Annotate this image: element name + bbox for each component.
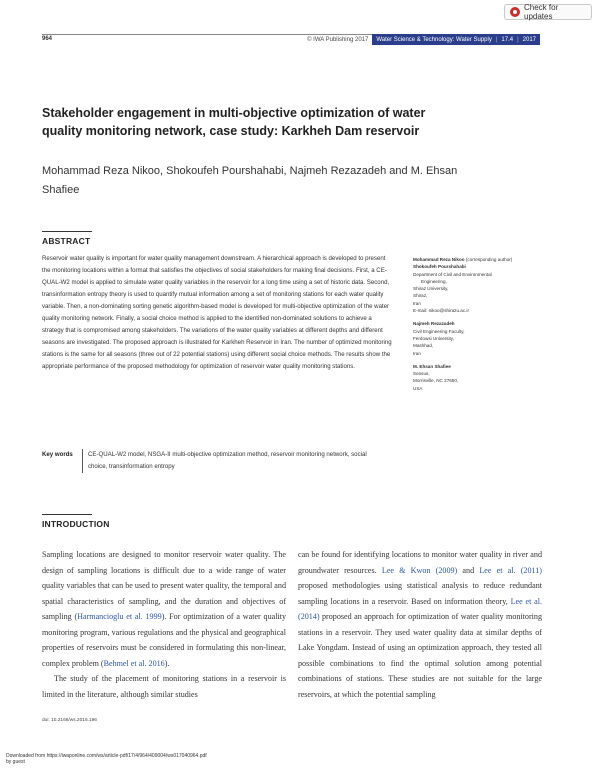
publisher-credit: © IWA Publishing 2017 bbox=[307, 36, 369, 43]
affiliation-block-1 bbox=[413, 256, 553, 314]
abstract-heading: ABSTRACT bbox=[42, 236, 91, 246]
author-name: Najmeh Rezazadeh bbox=[413, 321, 455, 327]
body-column-right bbox=[298, 547, 542, 702]
author-name: Shokoufeh Pourshahabi bbox=[413, 264, 466, 270]
author-name: M. Ehsan Shafiee bbox=[413, 363, 451, 369]
affiliation-university: Ferdowsi University, bbox=[413, 335, 455, 341]
keywords bbox=[42, 449, 402, 473]
affiliation-block-3 bbox=[413, 363, 553, 392]
citation-link[interactable]: Behmel et al. 2016 bbox=[103, 658, 165, 668]
affiliation-city: Shiraz, bbox=[413, 293, 428, 299]
journal-banner: Water Science & Technology: Water Supply | 17.4 | 2017 bbox=[372, 34, 540, 45]
citation-link[interactable]: Lee & Kwon (2009) bbox=[381, 565, 458, 575]
affiliation-dept: Department of Civil and Environmental bbox=[413, 271, 492, 277]
affiliation-dept: Civil Engineering Faculty, bbox=[413, 328, 465, 334]
paragraph: can be found for identifying locations to monitor water quality in river and groundwater resources. Lee & Kwon (2009) and Lee et al. (2011) proposed methodologies using statistical analysis to reduce redundant sampling locations in a reservoir. Based on information theory, Lee et al. (2014) proposed an approach for optimization of water quality monitoring stations in a reservoir. They used water quality data at similar depths of Lake Yongdam. Instead of using an optimization approach, they tested all possible combinations to find the optimal solution among potential combinations of stations. These studies are not suitable for the large reservoirs, at which the potential sampling bbox=[298, 550, 542, 699]
affiliation-country: USA bbox=[413, 385, 423, 391]
article-title: Stakeholder engagement in multi-objective optimization of water quality monitoring network, case study: Karkheh Dam reservoir bbox=[42, 106, 426, 138]
citation-link[interactable]: Harmancioglu et al. 1999 bbox=[77, 612, 162, 621]
affiliation-dept-cont: Engineering, bbox=[421, 278, 447, 284]
download-footer bbox=[6, 753, 207, 765]
paragraph: The study of the placement of monitoring stations in a reservoir is limited in the literature, although similar studies bbox=[42, 674, 286, 699]
affiliation-city: Morrisville, NC 27650, bbox=[413, 378, 459, 384]
affiliation-block-2 bbox=[413, 320, 553, 356]
page-number: 964 bbox=[42, 36, 53, 42]
affiliation-university: Shiraz University, bbox=[413, 286, 449, 292]
abstract-text: Reservoir water quality is important for water quality management downstream. A hierarchical approach is developed to present the monitoring locations within a format that satisfies the objectives of social stakeholders for making final decisions. First, a CE-QUAL-W2 model is applied to simulate water quality variables in the reservoir for a long time using a set of historic data. Second, transinformation entropy theory is used to quantify mutual information among a set of monitoring stations for each water quality variable. Then, a non-dominating sorting genetic algorithm-based model is developed for multi-objective optimization of the water quality monitoring network. Finally, a social choice method is applied to the identified non-dominated solutions to achieve a strategy that is compromised among stakeholders. The variations of the water quality variables at different depths and different seasons are investigated. The proposed approach is illustrated for Karkheh Reservoir in Iran. The number of optimized monitoring stations is the same for all seasons (three out of 22 potential stations) using different social choice methods. The results show the appropriate performance of the proposed methodology for optimization of reservoir water quality monitoring stations. bbox=[42, 255, 392, 370]
download-user: by guest bbox=[6, 759, 25, 765]
body-column-left bbox=[42, 547, 286, 702]
doi[interactable]: doi: 10.2166/ws.2016.196 bbox=[42, 718, 97, 723]
check-for-updates-label: Check for updates bbox=[524, 3, 559, 21]
author-email[interactable]: E-mail: nikoo@shirazu.ac.ir bbox=[413, 308, 469, 314]
check-for-updates-button[interactable] bbox=[504, 4, 592, 20]
citation-link[interactable]: Lee et al. (2014) bbox=[298, 596, 542, 621]
citation-link[interactable]: Lee et al. (2011) bbox=[479, 565, 542, 575]
paragraph: Sampling locations are designed to monitor reservoir water quality. The design of sampling locations is difficult due to a wide range of water quality variables that can be used to present water quality, the temporal and spatial characteristics of sampling, and the duration and objectives of sampling (Harmancioglu et al. 1999). For optimization of a water quality monitoring program, various regulations and the physical and geographical properties of reservoirs must be considered in formulating this non-linear, complex problem (Behmel et al. 2016). bbox=[42, 550, 286, 668]
affiliation-city: Mashhad, bbox=[413, 343, 434, 349]
abstract-rule bbox=[42, 231, 92, 232]
journal-year: 2017 bbox=[522, 36, 536, 43]
corresponding-note: (corresponding author) bbox=[465, 257, 513, 262]
affiliation-country: Iran bbox=[413, 300, 421, 306]
author-name: Mohammad Reza Nikoo bbox=[413, 257, 465, 262]
crossmark-icon bbox=[510, 7, 520, 17]
download-source: Downloaded from https://iwaponline.com/ws/article-pdf/17/4/964/409004/ws017040964.pdf bbox=[6, 753, 207, 759]
introduction-rule bbox=[42, 514, 92, 515]
running-header bbox=[307, 34, 540, 45]
introduction-heading: INTRODUCTION bbox=[42, 519, 110, 529]
affiliation-country: Iran bbox=[413, 350, 421, 356]
affiliation-org: Sensus, bbox=[413, 371, 430, 377]
journal-volume: 17.4 bbox=[501, 36, 514, 43]
author-list: Mohammad Reza Nikoo, Shokoufeh Pourshahabi, Najmeh Rezazadeh and M. Ehsan Shafiee bbox=[42, 165, 458, 196]
journal-name: Water Science & Technology: Water Supply bbox=[376, 36, 492, 43]
keywords-text: CE-QUAL-W2 model, NSGA-II multi-objective optimization method, reservoir monitoring network, social choice, transinformation entropy bbox=[82, 449, 382, 473]
keywords-label: Key words bbox=[42, 451, 73, 458]
affiliations bbox=[413, 256, 553, 398]
